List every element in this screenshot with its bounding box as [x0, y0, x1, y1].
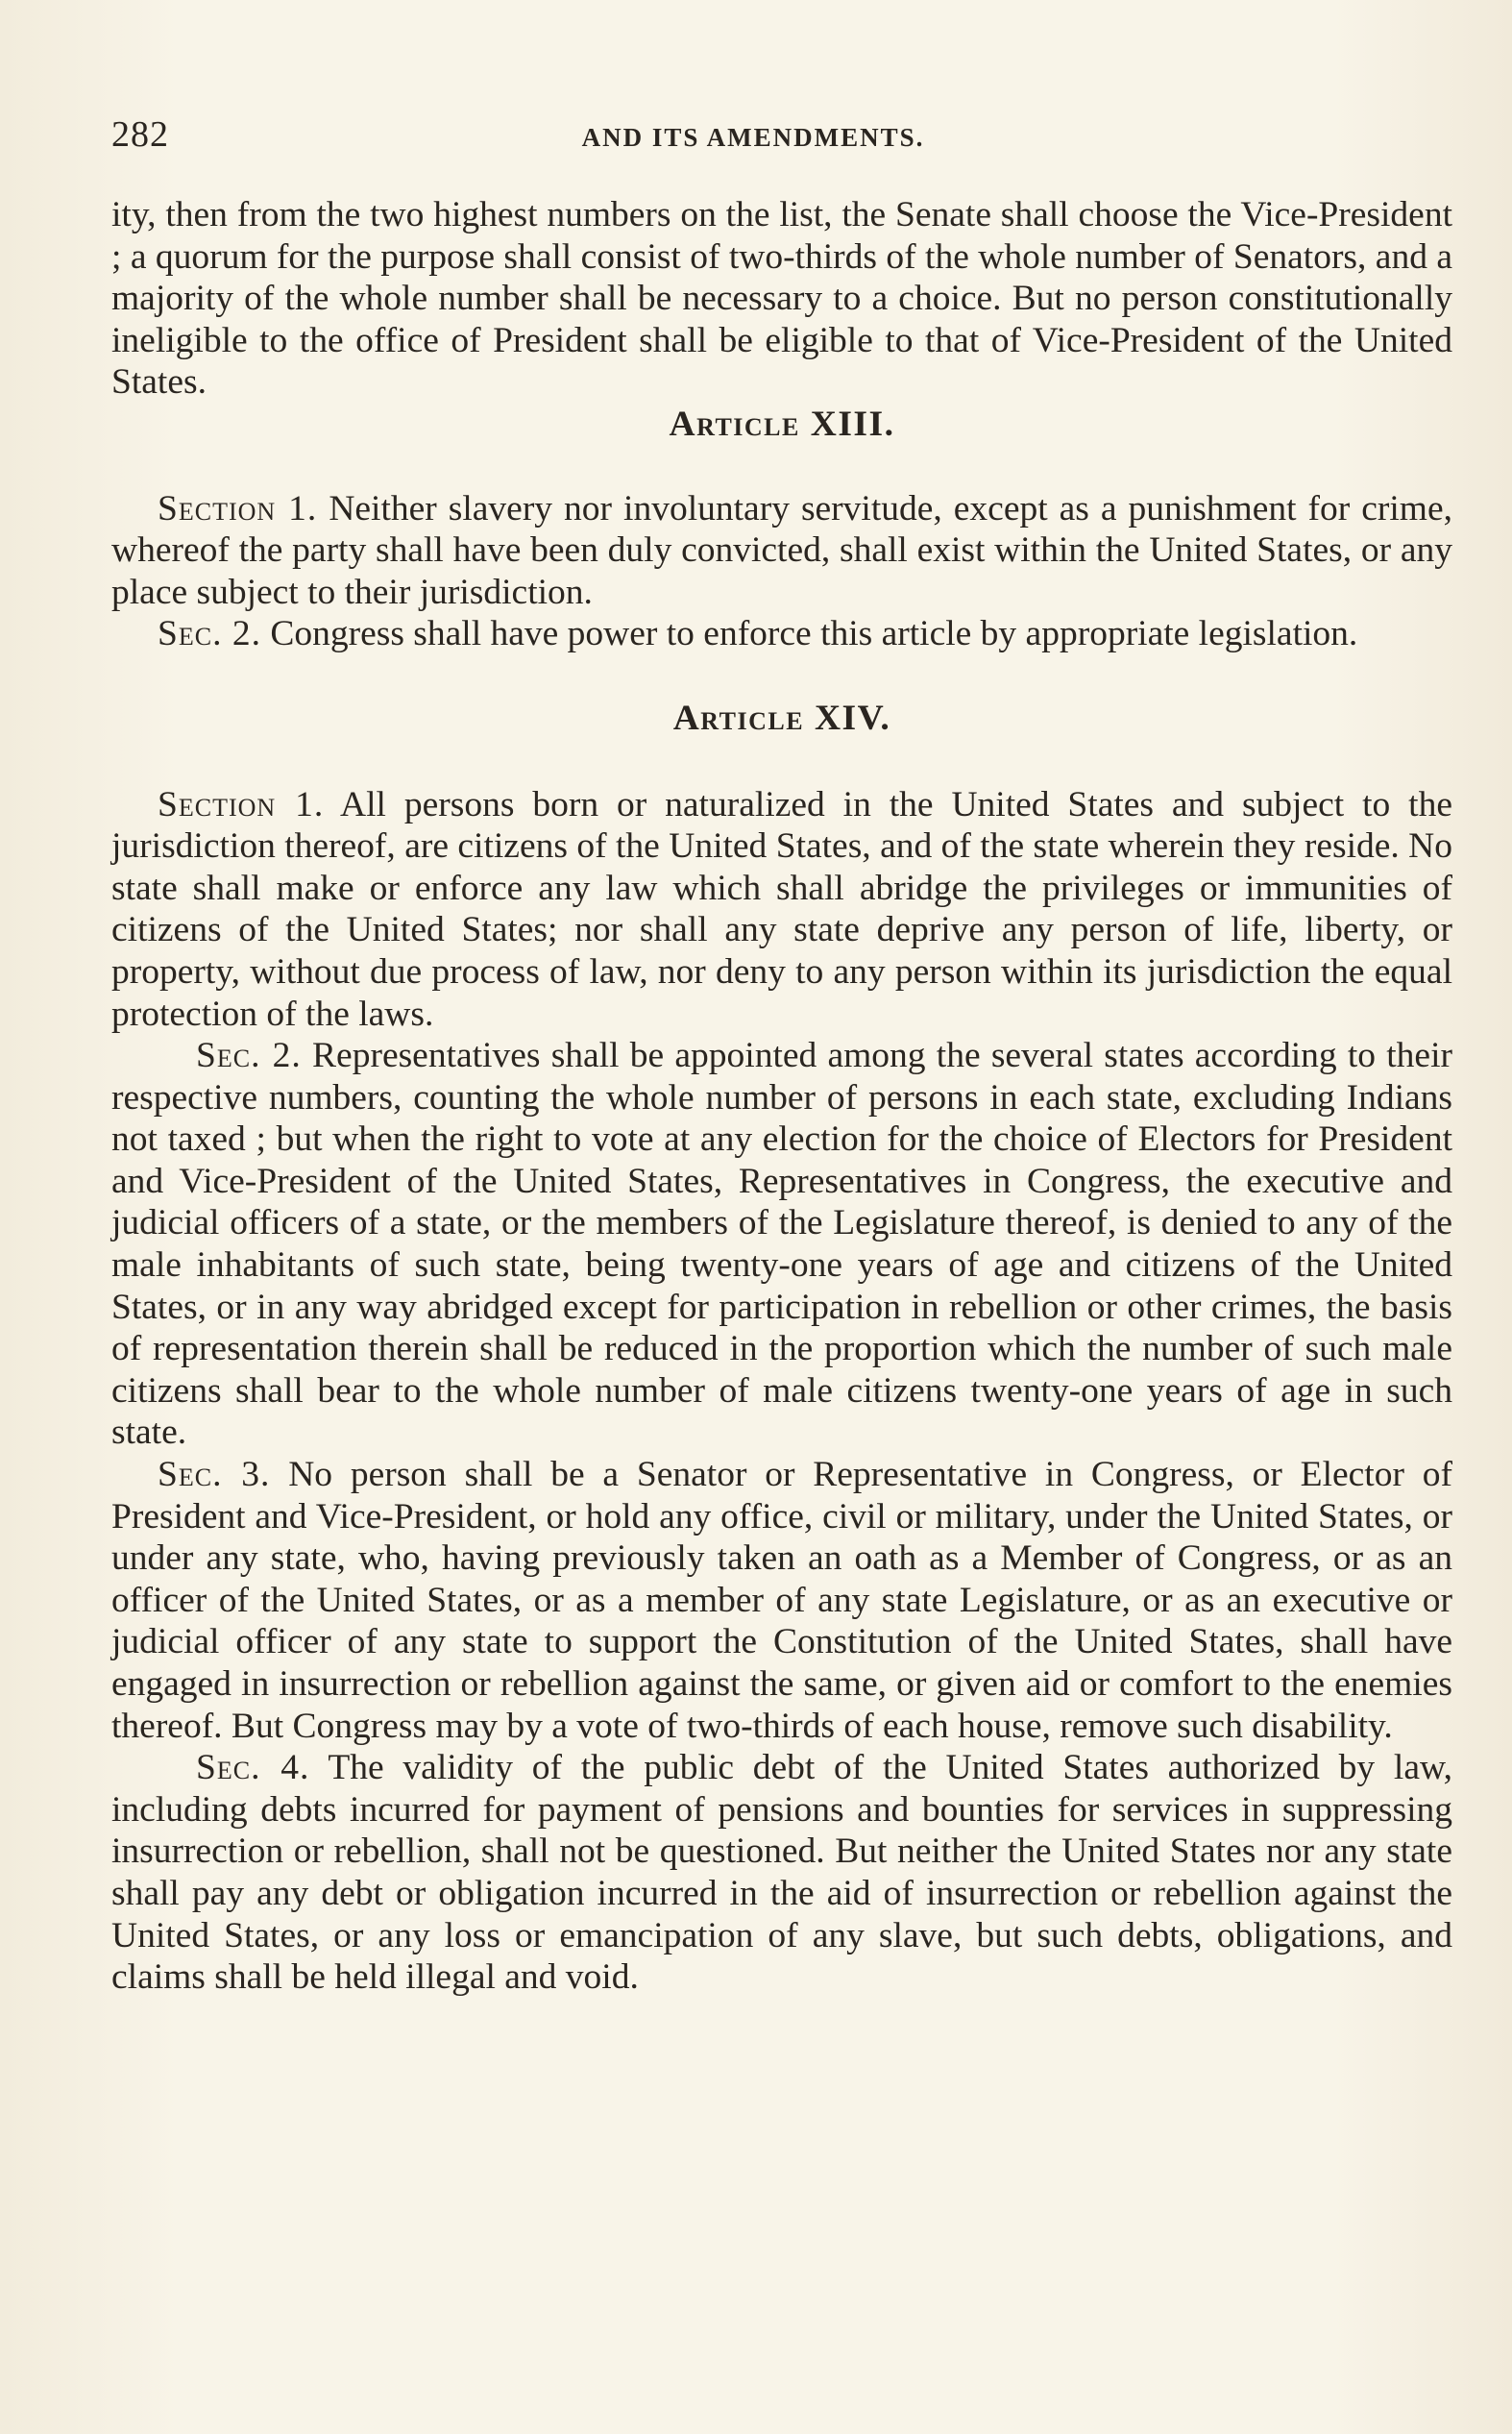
article-14-section-1: [111, 784, 1452, 1036]
section-label: Sec. 3.: [158, 1455, 271, 1495]
section-text: The validity of the public debt of the United States authorized by law, including debts incurred for payment of pensions and bounties for services in suppressing insurrection or rebellion, shall not be questioned. But neither the United States nor any state shall pay any debt or obligation incurred in the aid of insurrection or rebellion against the United States, or any loss or emancipation of any slave, but such debts, obligations, and claims shall be held illegal and void.: [111, 1748, 1452, 1998]
article-13-section-2: [111, 613, 1452, 655]
running-title: AND ITS AMENDMENTS.: [581, 123, 925, 152]
running-head: [111, 113, 1452, 161]
article-14-section-3: [111, 1454, 1452, 1747]
section-label: Sec. 2.: [158, 614, 261, 654]
article-14-section-4: [111, 1747, 1452, 1999]
section-label: Section 1.: [158, 488, 318, 529]
section-text: Congress shall have power to enforce this article by appropriate legislation.: [260, 614, 1358, 654]
article-13-heading: Article XIII.: [669, 404, 895, 444]
article-13-section-1: [111, 488, 1452, 614]
body-text: [111, 194, 1452, 1999]
section-label: Section 1.: [158, 784, 325, 824]
section-label: Sec. 2.: [196, 1036, 302, 1076]
continuation-paragraph: ity, then from the two highest numbers on the list, the Senate shall choose the Vice-President ; a quorum for the purpose shall consist of two-thirds of the whole number of Senators, and a majority of the whole number shall be necessary to a choice. But no person constitutionally ineligible to the office of President shall be eligible to that of Vice-President of the United States.: [111, 195, 1452, 403]
article-14-heading: Article XIV.: [672, 698, 891, 738]
section-text: Neither slavery nor involuntary servitude, except as a punishment for crime, whereof the party shall have been duly convicted, shall exist within the United States, or any place subject to their jurisdiction.: [111, 488, 1452, 612]
section-text: No person shall be a Senator or Representative in Congress, or Elector of President and Vice-President, or hold any office, civil or military, under the United States, or under any state, who, having previously taken an oath as a Member of Congress, or as an officer of the United States, or as a member of any state Legislature, or as an executive or judicial officer of any state to support the Constitution of the United States, shall have engaged in insurrection or rebellion against the same, or given aid or comfort to the enemies thereof. But Congress may by a vote of two-thirds of each house, remove such disability.: [111, 1455, 1452, 1746]
section-label: Sec. 4.: [196, 1748, 310, 1788]
article-14-section-2: [111, 1035, 1452, 1454]
page-number: 282: [111, 114, 169, 155]
section-text: All persons born or naturalized in the United States and subject to the jurisdiction thereof, are citizens of the United States, and of the state wherein they reside. No state shall make or enforce any law which shall abridge the privileges or immunities of citizens of the United States; nor shall any state deprive any person of life, liberty, or property, without due process of law, nor deny to any person within its jurisdiction the equal protection of the laws.: [111, 784, 1452, 1034]
section-text: Representatives shall be appointed among the several states according to their respective numbers, counting the whole number of persons in each state, excluding Indians not taxed ; but when the right to vote at any election for the choice of Electors for President and Vice-President of the United States, Representatives in Congress, the executive and judicial officers of a state, or the members of the Legislature thereof, is denied to any of the male inhabitants of such state, being twenty-one years of age and citizens of the United States, or in any way abridged except for participation in rebellion or other crimes, the basis of representation therein shall be reduced in the proportion which the number of such male citizens shall bear to the whole number of male citizens twenty-one years of age in such state.: [111, 1036, 1452, 1453]
